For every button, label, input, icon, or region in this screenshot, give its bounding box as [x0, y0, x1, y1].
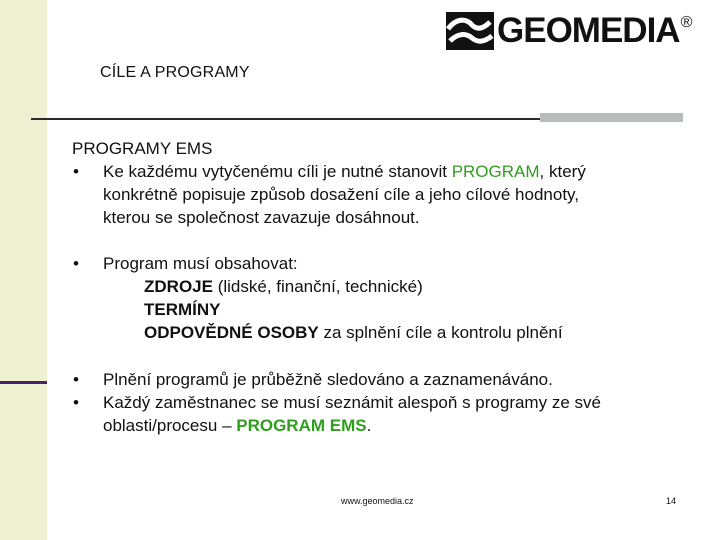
logo-wordmark: GEOMEDIA	[497, 11, 680, 50]
term-deadlines: TERMÍNY	[144, 300, 221, 319]
bullet-line	[103, 414, 692, 437]
text-segment: (lidské, finanční, technické)	[212, 277, 423, 296]
bullet-monitoring	[72, 368, 692, 391]
registered-mark: ®	[680, 14, 693, 31]
bullet-line: Program musí obsahovat:	[103, 254, 298, 273]
divider-accent	[540, 113, 683, 122]
slide-title: CÍLE A PROGRAMY	[100, 64, 250, 81]
geomedia-logo	[446, 10, 692, 52]
highlight-program-ems: PROGRAM EMS	[236, 416, 367, 435]
bullet-line: Každý zaměstnanec se musí seznámit alespoň s programy ze své	[103, 393, 601, 412]
page-number: 14	[666, 496, 677, 506]
bullet-dot: •	[73, 370, 79, 389]
term-responsible-persons: ODPOVĚDNÉ OSOBY	[144, 323, 319, 342]
text-segment: za splnění cíle a kontrolu plnění	[318, 323, 563, 342]
bullet-dot: •	[73, 162, 79, 181]
text-segment: .	[366, 416, 372, 435]
bullet-line: konkrétně popisuje způsob dosažení cíle a jeho cílové hodnoty,	[103, 185, 579, 204]
bullet-line: kterou se společnost zavazuje dosáhnout.	[103, 208, 420, 227]
logo-wave-icon	[446, 12, 494, 50]
bullet-employee-awareness	[72, 391, 692, 437]
text-segment: oblasti/procesu –	[103, 416, 237, 435]
bullet-dot: •	[73, 254, 79, 273]
bullet-line	[103, 160, 692, 183]
bullet-line: Plnění programů je průběžně sledováno a zaznamenáváno.	[103, 370, 553, 389]
sub-item-deadlines	[103, 298, 692, 321]
section-heading: PROGRAMY EMS	[72, 139, 213, 158]
left-accent-bar	[0, 381, 47, 384]
footer-url: www.geomedia.cz	[341, 496, 414, 506]
slide-body	[72, 137, 692, 437]
text-segment: , který	[539, 162, 586, 181]
bullet-program-contents	[72, 252, 692, 344]
text-segment: Ke každému vytyčenému cíli je nutné stanovit	[103, 162, 452, 181]
left-decorative-band	[0, 0, 47, 540]
sub-item-resources	[103, 275, 692, 298]
bullet-program-requirement	[72, 160, 692, 229]
sub-item-responsible	[103, 321, 692, 344]
highlight-program: PROGRAM	[451, 162, 540, 181]
bullet-dot: •	[73, 393, 79, 412]
term-resources: ZDROJE	[144, 277, 213, 296]
